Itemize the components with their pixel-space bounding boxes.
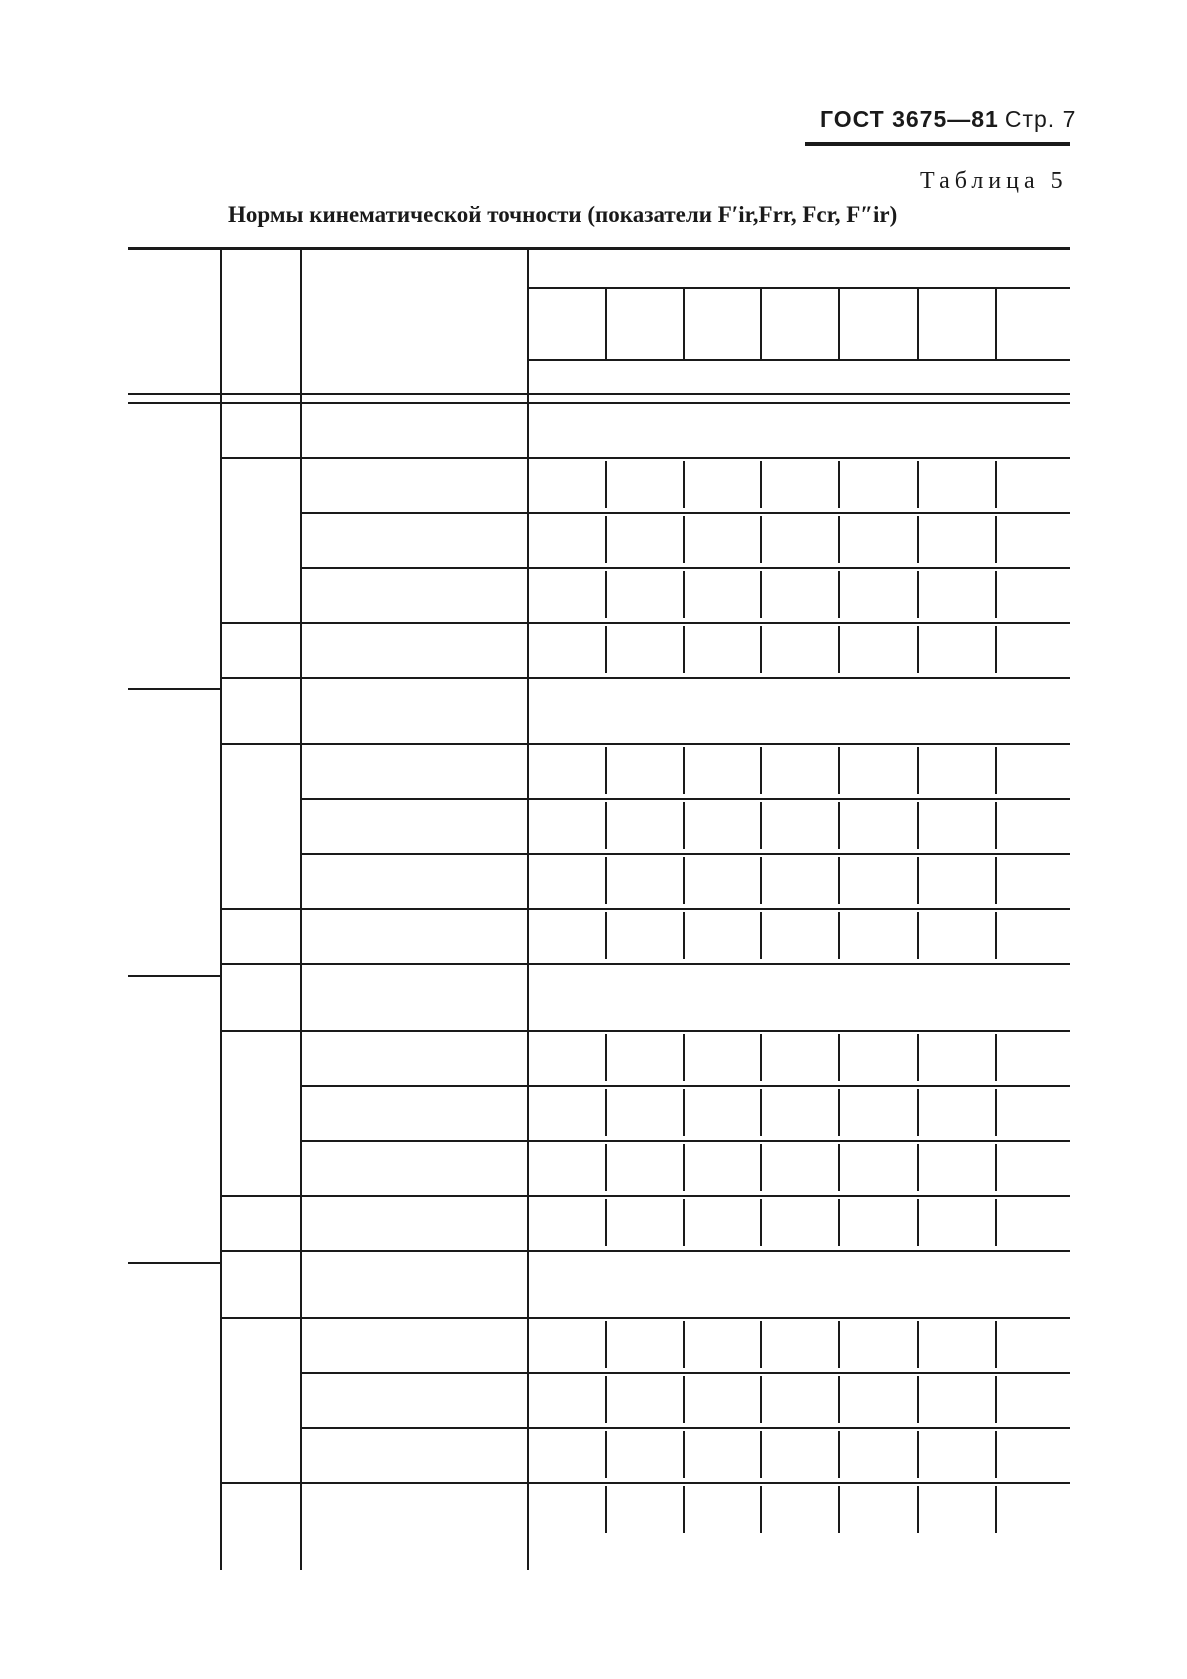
formula-note bbox=[527, 975, 1070, 1030]
cell-rule bbox=[760, 461, 762, 508]
designation-label bbox=[220, 975, 300, 1030]
diameter-range-header bbox=[685, 287, 758, 359]
table-cell bbox=[838, 1030, 917, 1085]
table-cell bbox=[683, 798, 760, 853]
table-cell bbox=[760, 1482, 838, 1537]
table-cell bbox=[527, 567, 605, 622]
table-cell bbox=[605, 1427, 683, 1482]
cell-rule bbox=[760, 626, 762, 673]
diameter-range-header bbox=[607, 287, 681, 359]
table-cell bbox=[995, 1317, 1070, 1372]
cell-rule bbox=[917, 857, 919, 904]
cell-rule bbox=[605, 626, 607, 673]
row-rule bbox=[220, 677, 1070, 679]
cell-rule bbox=[683, 1144, 685, 1191]
diameter-group-header bbox=[527, 247, 1070, 287]
table-cell bbox=[683, 908, 760, 963]
row-rule bbox=[220, 1250, 1070, 1252]
module-range bbox=[325, 908, 527, 963]
table-cell bbox=[760, 1140, 838, 1195]
cell-rule bbox=[605, 1034, 607, 1081]
designation-label bbox=[220, 1195, 300, 1250]
module-range bbox=[325, 975, 527, 1030]
grade-value bbox=[128, 1262, 220, 1537]
module-range bbox=[325, 743, 527, 798]
designation-label bbox=[220, 1030, 300, 1195]
header-bottom-rule bbox=[128, 393, 1070, 395]
row-rule bbox=[220, 963, 1070, 965]
cell-rule bbox=[683, 516, 685, 563]
table-cell bbox=[683, 622, 760, 677]
table-cell bbox=[683, 1030, 760, 1085]
table-cell bbox=[838, 1482, 917, 1537]
table-cell bbox=[683, 1427, 760, 1482]
cell-rule bbox=[995, 1199, 997, 1246]
table-cell bbox=[760, 1317, 838, 1372]
diameter-range-header bbox=[762, 287, 836, 359]
cell-rule bbox=[995, 1144, 997, 1191]
cell-rule bbox=[838, 1376, 840, 1423]
table-cell bbox=[995, 1140, 1070, 1195]
table-cell bbox=[917, 853, 995, 908]
cell-rule bbox=[760, 1199, 762, 1246]
diameter-range-header bbox=[919, 287, 993, 359]
cell-rule bbox=[995, 1321, 997, 1368]
table-cell bbox=[917, 1195, 995, 1250]
module-range bbox=[325, 1482, 527, 1537]
table-cell bbox=[683, 1482, 760, 1537]
table-cell bbox=[995, 567, 1070, 622]
table-cell bbox=[527, 1427, 605, 1482]
cell-rule bbox=[995, 857, 997, 904]
table-cell bbox=[605, 1317, 683, 1372]
table-cell bbox=[995, 1195, 1070, 1250]
table-cell bbox=[995, 1427, 1070, 1482]
cell-rule bbox=[605, 747, 607, 794]
grade-value bbox=[128, 688, 220, 963]
table-cell bbox=[527, 1030, 605, 1085]
table-cell bbox=[838, 457, 917, 512]
cell-rule bbox=[917, 1376, 919, 1423]
cell-rule bbox=[838, 516, 840, 563]
cell-rule bbox=[838, 571, 840, 618]
cell-rule bbox=[683, 571, 685, 618]
designation-label bbox=[220, 908, 300, 963]
table-cell bbox=[605, 1030, 683, 1085]
diameter-range-header bbox=[529, 287, 603, 359]
designation-label bbox=[220, 688, 300, 743]
cell-rule bbox=[995, 461, 997, 508]
cell-rule bbox=[683, 912, 685, 959]
table-cell bbox=[683, 1195, 760, 1250]
table-cell bbox=[838, 853, 917, 908]
cell-rule bbox=[683, 626, 685, 673]
table-cell bbox=[683, 743, 760, 798]
table-cell bbox=[605, 908, 683, 963]
module-range bbox=[325, 1195, 527, 1250]
table-cell bbox=[527, 1140, 605, 1195]
table-number: Таблица 5 bbox=[920, 168, 1068, 194]
diameter-range-header bbox=[840, 287, 915, 359]
header-rule bbox=[805, 142, 1070, 146]
cell-rule bbox=[683, 1376, 685, 1423]
cell-rule bbox=[605, 1144, 607, 1191]
cell-rule bbox=[683, 461, 685, 508]
table-cell bbox=[917, 798, 995, 853]
table-cell bbox=[683, 457, 760, 512]
cell-rule bbox=[760, 912, 762, 959]
cell-rule bbox=[605, 516, 607, 563]
formula-note bbox=[527, 688, 1070, 743]
table-cell bbox=[760, 512, 838, 567]
table-cell bbox=[605, 1140, 683, 1195]
table-cell bbox=[917, 457, 995, 512]
table-cell bbox=[760, 743, 838, 798]
table-cell bbox=[605, 567, 683, 622]
table-cell bbox=[760, 1195, 838, 1250]
cell-rule bbox=[838, 1431, 840, 1478]
designation-label bbox=[220, 743, 300, 908]
table-cell bbox=[683, 567, 760, 622]
designation-label bbox=[220, 1262, 300, 1317]
cell-rule bbox=[760, 1144, 762, 1191]
table-cell bbox=[917, 622, 995, 677]
cell-rule bbox=[760, 571, 762, 618]
table-cell bbox=[838, 908, 917, 963]
unit-header bbox=[527, 359, 1070, 393]
table-cell bbox=[838, 622, 917, 677]
module-range bbox=[325, 1262, 527, 1317]
document-code: ГОСТ 3675—81 bbox=[820, 106, 999, 132]
table-cell bbox=[760, 622, 838, 677]
table-cell bbox=[527, 1482, 605, 1537]
designation-label bbox=[220, 622, 300, 677]
table-cell bbox=[917, 1140, 995, 1195]
table-cell bbox=[995, 1030, 1070, 1085]
cell-rule bbox=[605, 857, 607, 904]
cell-rule bbox=[917, 516, 919, 563]
cell-rule bbox=[605, 802, 607, 849]
cell-rule bbox=[605, 1376, 607, 1423]
cell-rule bbox=[838, 1199, 840, 1246]
table-cell bbox=[838, 567, 917, 622]
cell-rule bbox=[683, 1486, 685, 1533]
table-cell bbox=[838, 1427, 917, 1482]
module-range bbox=[325, 1317, 527, 1372]
cell-rule bbox=[683, 1089, 685, 1136]
cell-rule bbox=[683, 747, 685, 794]
cell-rule bbox=[917, 1321, 919, 1368]
table-cell bbox=[917, 512, 995, 567]
module-range bbox=[325, 1427, 527, 1482]
table-cell bbox=[605, 1085, 683, 1140]
grade-column-header bbox=[128, 247, 220, 393]
cell-rule bbox=[995, 626, 997, 673]
page-header bbox=[820, 106, 1076, 133]
cell-rule bbox=[760, 747, 762, 794]
cell-rule bbox=[917, 571, 919, 618]
cell-rule bbox=[995, 1034, 997, 1081]
table-cell bbox=[527, 743, 605, 798]
table-cell bbox=[917, 1482, 995, 1537]
module-column-header bbox=[300, 247, 527, 393]
cell-rule bbox=[683, 1199, 685, 1246]
table-cell bbox=[838, 1372, 917, 1427]
module-range bbox=[325, 457, 527, 512]
table-cell bbox=[760, 457, 838, 512]
cell-rule bbox=[683, 1431, 685, 1478]
table-cell bbox=[838, 512, 917, 567]
table-cell bbox=[683, 1372, 760, 1427]
table-cell bbox=[683, 512, 760, 567]
table-cell bbox=[838, 1085, 917, 1140]
table-cell bbox=[838, 743, 917, 798]
cell-rule bbox=[838, 802, 840, 849]
table-cell bbox=[917, 908, 995, 963]
cell-rule bbox=[917, 626, 919, 673]
designation-column-header bbox=[220, 247, 300, 393]
cell-rule bbox=[838, 1089, 840, 1136]
table-cell bbox=[605, 457, 683, 512]
table-cell bbox=[605, 798, 683, 853]
designation-label bbox=[220, 1482, 300, 1537]
cell-rule bbox=[683, 1034, 685, 1081]
cell-rule bbox=[995, 516, 997, 563]
table-cell bbox=[605, 1372, 683, 1427]
module-range bbox=[325, 688, 527, 743]
table-cell bbox=[917, 1427, 995, 1482]
table-cell bbox=[995, 512, 1070, 567]
cell-rule bbox=[995, 1089, 997, 1136]
table-cell bbox=[838, 1195, 917, 1250]
cell-rule bbox=[838, 1034, 840, 1081]
table-cell bbox=[995, 622, 1070, 677]
cell-rule bbox=[838, 912, 840, 959]
cell-rule bbox=[605, 1199, 607, 1246]
designation-label bbox=[220, 1317, 300, 1482]
table-cell bbox=[917, 743, 995, 798]
cell-rule bbox=[838, 857, 840, 904]
table-cell bbox=[995, 1372, 1070, 1427]
cell-rule bbox=[995, 1486, 997, 1533]
cell-rule bbox=[605, 461, 607, 508]
table-cell bbox=[760, 1030, 838, 1085]
table-cell bbox=[683, 1317, 760, 1372]
cell-rule bbox=[917, 461, 919, 508]
grade-value bbox=[128, 975, 220, 1250]
table-cell bbox=[683, 1085, 760, 1140]
cell-rule bbox=[760, 1089, 762, 1136]
cell-rule bbox=[760, 1486, 762, 1533]
cell-rule bbox=[917, 1486, 919, 1533]
table-cell bbox=[917, 1372, 995, 1427]
table-cell bbox=[995, 743, 1070, 798]
cell-rule bbox=[605, 1089, 607, 1136]
page-number: Стр. 7 bbox=[1004, 106, 1077, 132]
cell-rule bbox=[917, 912, 919, 959]
cell-rule bbox=[605, 912, 607, 959]
table-cell bbox=[683, 853, 760, 908]
table-cell bbox=[917, 1085, 995, 1140]
cell-rule bbox=[760, 1321, 762, 1368]
table-cell bbox=[760, 567, 838, 622]
module-range bbox=[325, 1030, 527, 1085]
table-cell bbox=[527, 908, 605, 963]
cell-rule bbox=[760, 1376, 762, 1423]
formula-note bbox=[527, 402, 1070, 457]
table-cell bbox=[838, 798, 917, 853]
module-range bbox=[325, 853, 527, 908]
table-cell bbox=[527, 1195, 605, 1250]
table-cell bbox=[605, 853, 683, 908]
table-cell bbox=[838, 1140, 917, 1195]
cell-rule bbox=[838, 747, 840, 794]
cell-rule bbox=[838, 1144, 840, 1191]
cell-rule bbox=[995, 1376, 997, 1423]
cell-rule bbox=[917, 1431, 919, 1478]
cell-rule bbox=[995, 1431, 997, 1478]
module-range bbox=[325, 402, 527, 457]
cell-rule bbox=[917, 1144, 919, 1191]
table-cell bbox=[527, 457, 605, 512]
grade-value bbox=[128, 402, 220, 677]
cell-rule bbox=[917, 747, 919, 794]
table-cell bbox=[760, 1085, 838, 1140]
table-cell bbox=[527, 1372, 605, 1427]
formula-note bbox=[527, 1262, 1070, 1317]
table-cell bbox=[995, 1085, 1070, 1140]
table-cell bbox=[995, 1482, 1070, 1537]
cell-rule bbox=[838, 1321, 840, 1368]
designation-label bbox=[220, 457, 300, 622]
table-cell bbox=[605, 622, 683, 677]
table-cell bbox=[527, 1085, 605, 1140]
cell-rule bbox=[760, 1431, 762, 1478]
table-cell bbox=[995, 798, 1070, 853]
table-cell bbox=[995, 908, 1070, 963]
table-cell bbox=[605, 743, 683, 798]
cell-rule bbox=[917, 1034, 919, 1081]
table-cell bbox=[527, 622, 605, 677]
table-cell bbox=[527, 1317, 605, 1372]
cell-rule bbox=[995, 802, 997, 849]
cell-rule bbox=[838, 461, 840, 508]
cell-rule bbox=[917, 1199, 919, 1246]
cell-rule bbox=[683, 802, 685, 849]
cell-rule bbox=[838, 1486, 840, 1533]
cell-rule bbox=[917, 1089, 919, 1136]
table-cell bbox=[917, 567, 995, 622]
cell-rule bbox=[995, 747, 997, 794]
table-cell bbox=[605, 1195, 683, 1250]
cell-rule bbox=[760, 857, 762, 904]
table-cell bbox=[838, 1317, 917, 1372]
module-range bbox=[325, 512, 527, 567]
designation-label bbox=[220, 402, 300, 457]
table-cell bbox=[527, 853, 605, 908]
cell-rule bbox=[838, 626, 840, 673]
cell-rule bbox=[605, 1431, 607, 1478]
table-cell bbox=[683, 1140, 760, 1195]
table-cell bbox=[995, 457, 1070, 512]
table-cell bbox=[527, 512, 605, 567]
module-range bbox=[325, 1085, 527, 1140]
cell-rule bbox=[917, 802, 919, 849]
module-range bbox=[325, 1140, 527, 1195]
table-cell bbox=[605, 1482, 683, 1537]
cell-rule bbox=[760, 802, 762, 849]
cell-rule bbox=[605, 571, 607, 618]
cell-rule bbox=[683, 857, 685, 904]
table-cell bbox=[760, 798, 838, 853]
module-range bbox=[325, 1372, 527, 1427]
table-cell bbox=[995, 853, 1070, 908]
cell-rule bbox=[605, 1486, 607, 1533]
table-cell bbox=[917, 1317, 995, 1372]
table-cell bbox=[760, 1372, 838, 1427]
cell-rule bbox=[995, 571, 997, 618]
diameter-range-header bbox=[997, 287, 1068, 359]
table-cell bbox=[605, 512, 683, 567]
table-cell bbox=[917, 1030, 995, 1085]
cell-rule bbox=[683, 1321, 685, 1368]
cell-rule bbox=[760, 516, 762, 563]
cell-rule bbox=[995, 912, 997, 959]
table-cell bbox=[760, 853, 838, 908]
table-cell bbox=[760, 1427, 838, 1482]
module-range bbox=[325, 567, 527, 622]
module-range bbox=[325, 622, 527, 677]
cell-rule bbox=[760, 1034, 762, 1081]
table-cell bbox=[760, 908, 838, 963]
module-range bbox=[325, 798, 527, 853]
table-cell bbox=[527, 798, 605, 853]
table-title: Нормы кинематической точности (показатели F′ir,Frr, Fcr, F″ir) bbox=[228, 202, 898, 227]
cell-rule bbox=[605, 1321, 607, 1368]
